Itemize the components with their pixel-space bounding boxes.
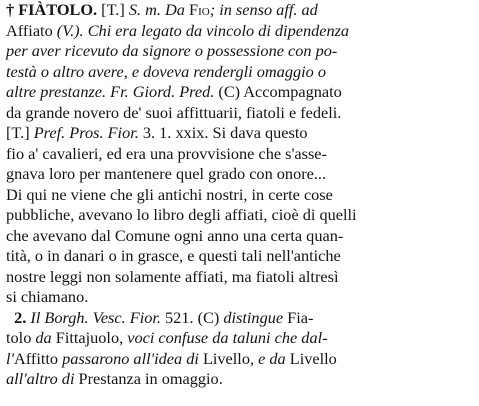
entry-text: da [35, 328, 52, 347]
entry-text: da grande novero de' suoi affittuarii, fiatoli e fedeli. [6, 102, 342, 122]
entry-line [6, 164, 326, 185]
entry-text: distingue [223, 307, 284, 327]
entry-line [6, 287, 88, 308]
entry-text: S. m. Da [128, 0, 190, 19]
entry-text: tità, o in danari o in grasce, e questi tali nell'antiche [6, 246, 341, 265]
entry-line [6, 226, 343, 247]
entry-line [6, 246, 341, 267]
entry-text: altre prestanze. Fr. Giord. Pred. [6, 82, 215, 101]
entry-text: pubbliche, avevano lo libro degli affiati, cioè di quelli [6, 205, 357, 224]
entry-line [6, 205, 357, 226]
entry-line [6, 369, 223, 390]
entry-text: Prestanza in omaggio. [74, 369, 223, 388]
entry-text: che avevano dal Comune ogni anno una certa quan- [6, 225, 344, 245]
entry-text: per aver ricevuto da signore o possessione con po- [6, 41, 338, 60]
entry-text: Fittajuolo, [51, 328, 128, 347]
entry-line [6, 308, 313, 329]
entry-text: Fio [189, 0, 210, 19]
entry-text: † FIÀTOLO. [6, 0, 98, 19]
entry-line [6, 328, 328, 349]
entry-text: l' [6, 348, 15, 368]
entry-line [6, 21, 349, 42]
entry-line [6, 144, 327, 165]
entry-text: Affiato [6, 20, 57, 40]
entry-line [6, 41, 337, 62]
entry-text: (C) Accompagnato [214, 82, 342, 101]
entry-text: all'altro di [6, 369, 75, 388]
entry-text: gnava loro per mantenere quel grado con onore... [6, 164, 327, 183]
entry-text: Pref. Pros. Fior. [33, 123, 139, 142]
entry-text: voci confuse da taluni che dal- [127, 328, 328, 347]
entry-text: Livello, [198, 348, 259, 368]
entry-text: 521. (C) [160, 307, 224, 327]
entry-text: Affitto [14, 348, 63, 368]
entry-text: Livello [285, 348, 337, 368]
entry-text: [T.] [6, 123, 34, 142]
entry-line [6, 0, 318, 21]
entry-text: [T.] [97, 0, 129, 19]
entry-text: ; in senso aff. ad [209, 0, 318, 19]
entry-line [6, 62, 326, 83]
entry-text: 3. 1. xxix. Si dava questo [138, 123, 308, 142]
entry-line [6, 82, 342, 103]
entry-line [6, 123, 308, 144]
entry-text: Di qui ne viene che gli antichi nostri, in certe cose [6, 184, 333, 204]
entry-text: testà o altro avere, e doveva rendergli omaggio o [6, 61, 326, 81]
entry-text: (V.). Chi era legato da vincolo di dipendenza [56, 20, 350, 40]
entry-text: Il Borgh. Vesc. Fior. [30, 307, 161, 327]
entry-text: passarono all'idea di [62, 348, 199, 368]
entry-text: tolo [6, 328, 36, 347]
entry-text: Fia- [283, 307, 314, 327]
entry-line [6, 103, 341, 124]
entry-line [6, 267, 338, 288]
entry-text: si chiamano. [6, 287, 89, 306]
entry-text: e da [258, 348, 286, 368]
entry-text: nostre leggi non solamente affiati, ma fiatoli altresì [6, 266, 339, 286]
entry-line [6, 185, 333, 206]
entry-line [6, 349, 337, 370]
entry-text: fio a' cavalieri, ed era una provvisione che s'asse- [6, 143, 327, 163]
entry-text: 2. [6, 307, 31, 327]
